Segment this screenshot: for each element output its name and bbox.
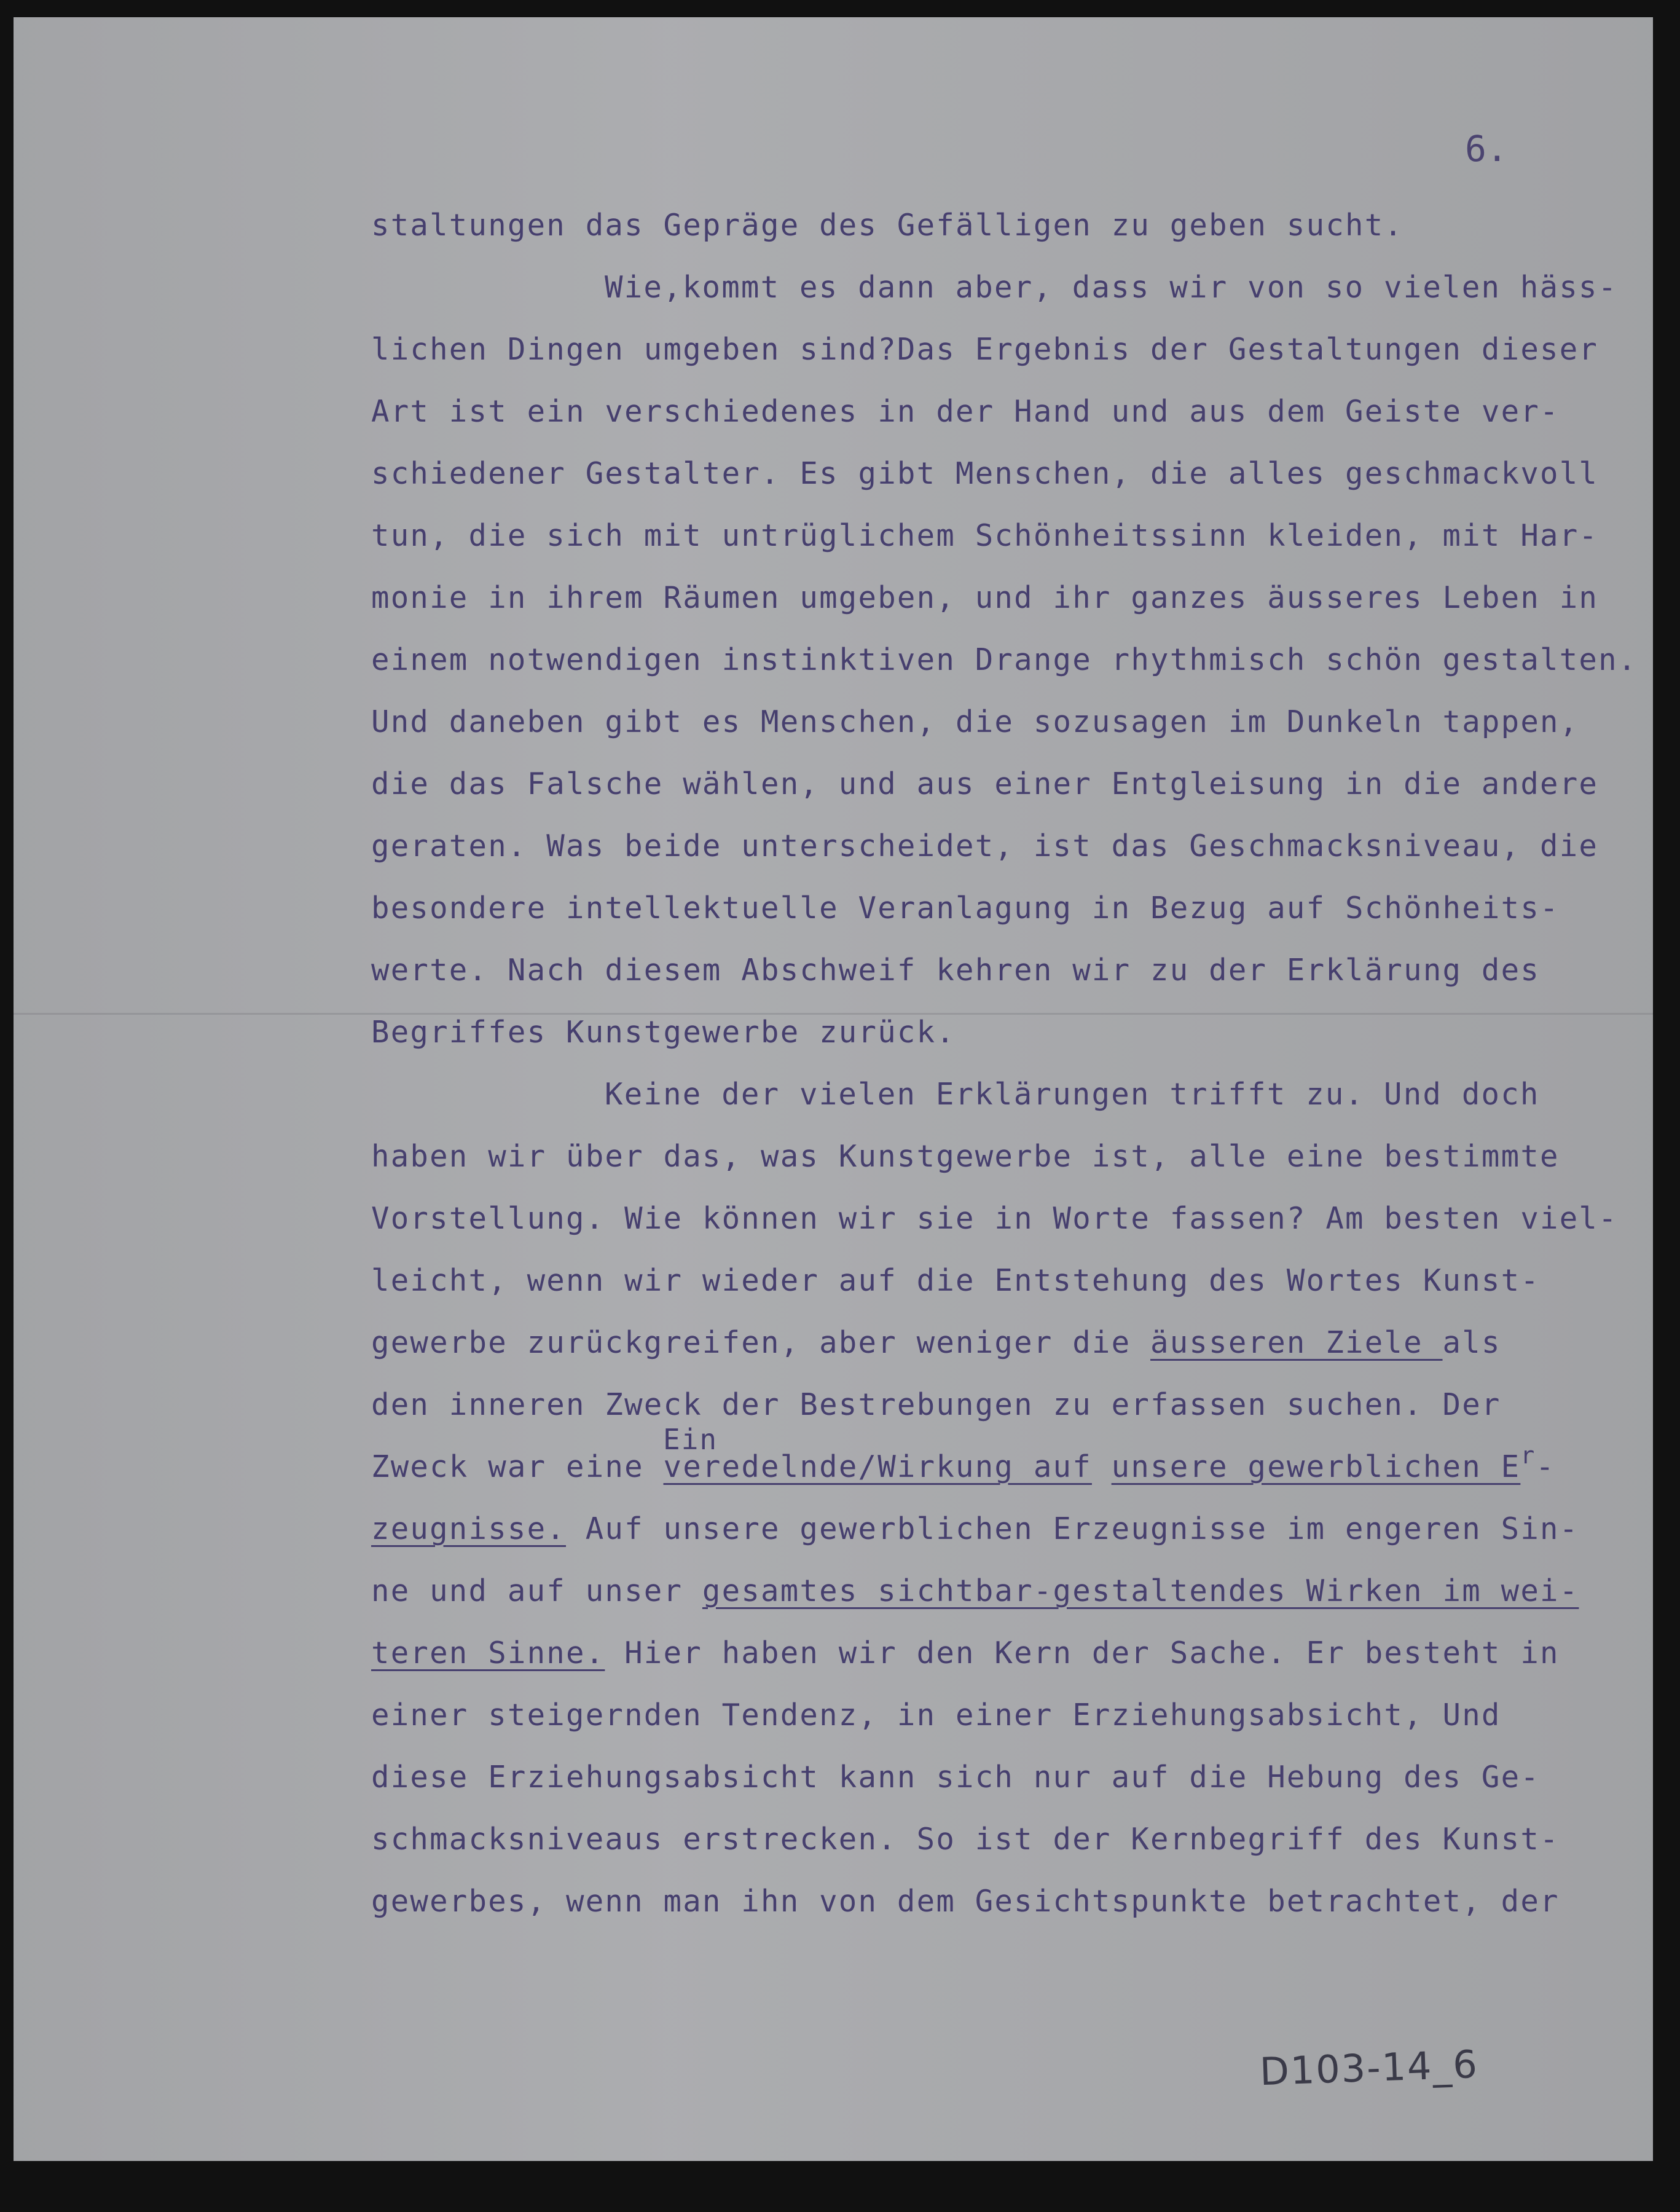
text-line: diese Erziehungsabsicht kann sich nur auf die Hebung des Ge- xyxy=(371,1760,1541,1795)
text-line: schmacksniveaus erstrecken. So ist der Kernbegriff des Kunst- xyxy=(371,1822,1560,1857)
text-line: haben wir über das, was Kunstgewerbe ist, alle eine bestimmte xyxy=(371,1139,1560,1174)
text-line: tun, die sich mit untrüglichem Schönheitssinn kleiden, mit Har- xyxy=(371,518,1599,553)
text-segment: ne und auf unser xyxy=(371,1573,702,1608)
text-line: den inneren Zweck der Bestrebungen zu erfassen suchen. Der xyxy=(371,1387,1501,1422)
text-line: einem notwendigen instinktiven Drange rhythmisch schön gestalten. xyxy=(371,642,1638,677)
underlined-phrase: gesamtes sichtbar-gestaltendes Wirken im wei- xyxy=(702,1573,1579,1608)
text-line: monie in ihrem Räumen umgeben, und ihr ganzes äusseres Leben in xyxy=(371,580,1599,615)
text-line: Art ist ein verschiedenes in der Hand und aus dem Geiste ver- xyxy=(371,394,1560,429)
text-line: gewerbes, wenn man ihn von dem Gesichtspunkte betrachtet, der xyxy=(371,1884,1560,1919)
page-number: 6. xyxy=(1465,128,1508,170)
interlinear-insertion: Ein xyxy=(663,1423,718,1456)
text-line xyxy=(371,1423,1662,1498)
text-line: staltungen das Gepräge des Gefälligen zu geben sucht. xyxy=(371,208,1404,243)
underlined-phrase: unsere gewerblichen E xyxy=(1111,1449,1521,1484)
text-line: Und daneben gibt es Menschen, die sozusagen im Dunkeln tappen, xyxy=(371,704,1579,739)
text-line: Wie,kommt es dann aber, dass wir von so vielen häss- xyxy=(605,270,1618,305)
text-segment: Hier haben wir den Kern der Sache. Er besteht in xyxy=(605,1635,1560,1671)
underlined-phrase: zeugnisse. xyxy=(371,1511,567,1546)
typed-text-body xyxy=(371,194,1662,1932)
text-segment: - xyxy=(1536,1449,1555,1484)
text-segment: gewerbe zurückgreifen, aber weniger die xyxy=(371,1325,1151,1360)
text-segment: Auf unsere gewerblichen Erzeugnisse im engeren Sin- xyxy=(566,1511,1579,1546)
text-line: geraten. Was beide unterscheidet, ist das Geschmacksniveau, die xyxy=(371,829,1599,864)
text-line: Keine der vielen Erklärungen trifft zu. Und doch xyxy=(605,1077,1540,1112)
text-line xyxy=(371,1312,1662,1374)
typed-page xyxy=(14,17,1653,2161)
text-line: leicht, wenn wir wieder auf die Entstehung des Wortes Kunst- xyxy=(371,1263,1541,1298)
text-line: einer steigernden Tendenz, in einer Erziehungsabsicht, Und xyxy=(371,1698,1501,1733)
text-line xyxy=(371,1498,1662,1560)
underlined-phrase: teren Sinne. xyxy=(371,1635,605,1671)
text-line xyxy=(371,1622,1662,1684)
underlined-phrase: veredelnde/Wirkung auf xyxy=(663,1449,1092,1484)
underlined-phrase: äusseren Ziele xyxy=(1150,1325,1443,1360)
text-line: werte. Nach diesem Abschweif kehren wir zu der Erklärung des xyxy=(371,953,1541,988)
text-line: Begriffes Kunstgewerbe zurück. xyxy=(371,1015,956,1050)
text-line: besondere intellektuelle Veranlagung in Bezug auf Schönheits- xyxy=(371,891,1560,926)
superscript-correction: r xyxy=(1520,1442,1536,1469)
text-line: lichen Dingen umgeben sind?Das Ergebnis der Gestaltungen dieser xyxy=(371,332,1599,367)
text-segment: als xyxy=(1442,1325,1501,1360)
handwritten-archive-mark: D103-14_6 xyxy=(1258,2041,1479,2095)
text-line: schiedener Gestalter. Es gibt Menschen, die alles geschmackvoll xyxy=(371,456,1599,491)
text-line xyxy=(371,1560,1662,1622)
text-segment: Zweck war eine xyxy=(371,1449,664,1484)
text-line: Vorstellung. Wie können wir sie in Worte fassen? Am besten viel- xyxy=(371,1201,1618,1236)
text-segment xyxy=(1092,1449,1112,1484)
text-line: die das Falsche wählen, und aus einer Entgleisung in die andere xyxy=(371,766,1599,801)
